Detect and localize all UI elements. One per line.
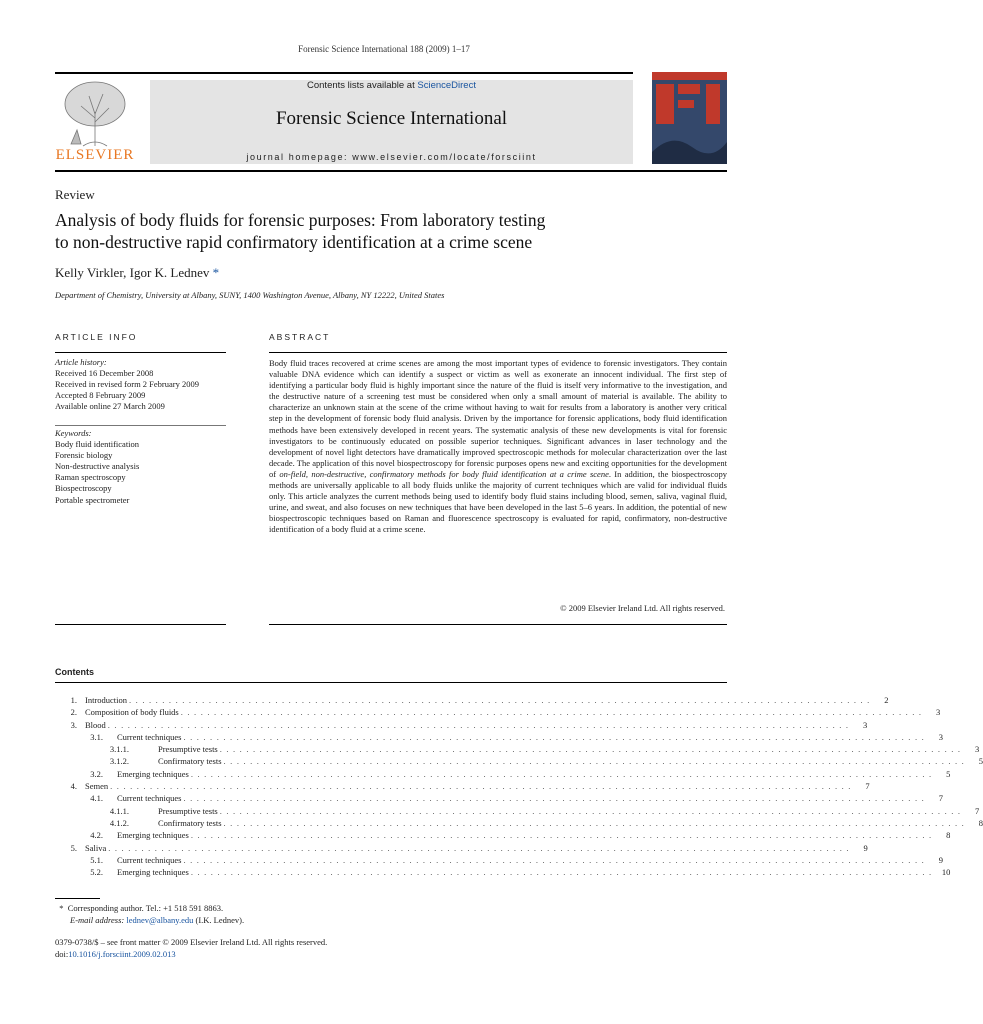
journal-banner (150, 80, 633, 164)
toc-page: 7 (974, 805, 980, 816)
toc-leader-dots: . . . . . . . . . . . . . . . . . . . . . . . . . . . . . . . . . . . . . . . . . . . . . . . . . . . . . . . . . . . . . . . . . . . . . . . . . . . . . . . . . . . . . . . . . . . . . . . . . . . . . . . . . . . . . . . . (223, 817, 965, 828)
history-item: Received in revised form 2 February 2009 (55, 379, 199, 390)
toc-leader-dots: . . . . . . . . . . . . . . . . . . . . . . . . . . . . . . . . . . . . . . . . . . . . . . . . . . . . . . . . . . . . . . . . . . . . . . . . . . . . . . . . . . . . . . . . . . . . . . . . . . . . . . . . . . . . . . . . (108, 842, 850, 853)
abstract-copyright: © 2009 Elsevier Ireland Ltd. All rights reserved. (560, 603, 725, 613)
toc-row[interactable] (55, 854, 943, 866)
toc-leader-dots: . . . . . . . . . . . . . . . . . . . . . . . . . . . . . . . . . . . . . . . . . . . . . . . . . . . . . . . . . . . . . . . . . . . . . . . . . . . . . . . . . . . . . . . . . . . . . . . . . . . . . . . . . . . . . . . . (183, 731, 925, 742)
keyword-item: Forensic biology (55, 450, 113, 461)
toc-label: Saliva (85, 842, 107, 853)
toc-number: 4.1.2. (109, 817, 129, 828)
toc-row[interactable] (55, 755, 983, 767)
elsevier-tree-icon (55, 78, 135, 148)
toc-row[interactable] (55, 792, 943, 804)
article-title-line-1: Analysis of body fluids for forensic purposes: From laboratory testing (55, 210, 546, 230)
toc-page: 7 (865, 781, 870, 792)
toc-number: 5. (70, 842, 77, 853)
keyword-item: Non-destructive analysis (55, 461, 140, 472)
toc-label: Emerging techniques (117, 830, 189, 841)
bottom-info (55, 936, 327, 960)
keyword-item: Portable spectrometer (55, 494, 130, 505)
toc-page: 3 (974, 744, 980, 755)
contents-heading: Contents (55, 667, 94, 677)
toc-row[interactable] (55, 817, 983, 829)
article-history (55, 357, 226, 412)
toc-leader-dots: . . . . . . . . . . . . . . . . . . . . . . . . . . . . . . . . . . . . . . . . . . . . . . . . . . . . . . . . . . . . . . . . . . . . . . . . . . . . . . . . . . . . . . . . . . . . . . . . . . . . . . . . . . . . . . . . (219, 744, 962, 755)
toc-row[interactable] (55, 842, 868, 854)
email-label: E-mail address: (70, 915, 127, 925)
abstract-bottom-rule (269, 624, 727, 625)
email-suffix: (I.K. Lednev). (193, 915, 245, 925)
toc-label: Current techniques (117, 731, 182, 742)
affiliation: Department of Chemistry, University at Albany, SUNY, 1400 Washington Avenue, Albany, NY 12222, United States (55, 290, 445, 300)
toc-row[interactable] (55, 719, 868, 731)
toc-label: Confirmatory tests (158, 756, 222, 767)
abstract-heading: ABSTRACT (269, 332, 331, 342)
footnote-corresponding: Corresponding author. Tel.: +1 518 591 8863. (67, 903, 224, 913)
email-link[interactable]: lednev@albany.edu (126, 915, 194, 925)
contents-rule (55, 682, 727, 683)
publisher-name: ELSEVIER (55, 147, 135, 163)
header-rule-bottom (55, 170, 727, 172)
article-info-bottom-rule (55, 624, 226, 625)
toc-number: 3.1.2. (109, 756, 129, 767)
keyword-item: Body fluid identification (55, 439, 140, 450)
footnote-mark: * (59, 903, 64, 913)
running-header: Forensic Science International 188 (2009) 1–17 (298, 44, 470, 54)
article-info-heading: ARTICLE INFO (55, 332, 138, 342)
toc-page: 2 (884, 695, 889, 705)
toc-label: Current techniques (117, 854, 182, 865)
toc-page: 7 (938, 793, 943, 804)
toc-label: Confirmatory tests (158, 817, 222, 828)
toc-row[interactable] (55, 706, 941, 718)
article-info-rule (55, 352, 226, 353)
toc-page: 3 (938, 731, 943, 742)
toc-number: 3.1.1. (109, 744, 129, 755)
doi-link[interactable]: 10.1016/j.forsciint.2009.02.013 (68, 949, 176, 959)
toc-number: 4.2. (90, 830, 103, 841)
homepage-label: journal homepage: (246, 152, 353, 162)
contents-available-line (150, 80, 633, 91)
toc-leader-dots: . . . . . . . . . . . . . . . . . . . . . . . . . . . . . . . . . . . . . . . . . . . . . . . . . . . . . . . . . . . . . . . . . . . . . . . . . . . . . . . . . . . . . . . . . . . . . . . . . . . . . . . . . . . . . . . . (190, 867, 933, 878)
toc-leader-dots: . . . . . . . . . . . . . . . . . . . . . . . . . . . . . . . . . . . . . . . . . . . . . . . . . . . . . . . . . . . . . . . . . . . . . . . . . . . . . . . . . . . . . . . . . . . . . . . . . . . . . . . . . . . . . . . . (180, 707, 923, 718)
corresponding-author-mark[interactable]: * (209, 265, 220, 280)
history-item: Accepted 8 February 2009 (55, 390, 146, 401)
keywords-label: Keywords: (55, 428, 92, 438)
toc-number: 4.1. (90, 793, 103, 804)
history-item: Available online 27 March 2009 (55, 401, 165, 412)
toc-page: 8 (946, 830, 951, 841)
keyword-item: Raman spectroscopy (55, 472, 126, 483)
article-history-label: Article history: (55, 357, 107, 367)
toc-page: 3 (863, 719, 868, 730)
toc-number: 3. (70, 719, 77, 730)
toc-label: Blood (85, 719, 106, 730)
toc-leader-dots: . . . . . . . . . . . . . . . . . . . . . . . . . . . . . . . . . . . . . . . . . . . . . . . . . . . . . . . . . . . . . . . . . . . . . . . . . . . . . . . . . . . . . . . . . . . . . . . . . . . . . . . . . . . . . . . . (219, 805, 962, 816)
journal-title: Forensic Science International (275, 108, 508, 129)
toc-leader-dots: . . . . . . . . . . . . . . . . . . . . . . . . . . . . . . . . . . . . . . . . . . . . . . . . . . . . . . . . . . . . . . . . . . . . . . . . . . . . . . . . . . . . . . . . . . . . . . . . . . . . . . . . . . . . . . . . (107, 719, 850, 730)
history-item: Received 16 December 2008 (55, 368, 154, 379)
toc-number: 4.1.1. (109, 805, 129, 816)
toc-page: 3 (935, 707, 941, 718)
doi-line (55, 948, 327, 960)
toc-leader-dots: . . . . . . . . . . . . . . . . . . . . . . . . . . . . . . . . . . . . . . . . . . . . . . . . . . . . . . . . . . . . . . . . . . . . . . . . . . . . . . . . . . . . . . . . . . . . . . . . . . . . . . . . . . . . . . . . (110, 781, 852, 792)
toc-row[interactable] (55, 743, 980, 755)
toc-label: Presumptive tests (158, 805, 218, 816)
journal-homepage (150, 152, 633, 162)
toc-row[interactable] (55, 829, 951, 841)
toc-row[interactable] (55, 805, 980, 817)
elsevier-logo (55, 78, 135, 164)
toc-leader-dots: . . . . . . . . . . . . . . . . . . . . . . . . . . . . . . . . . . . . . . . . . . . . . . . . . . . . . . . . . . . . . . . . . . . . . . . . . . . . . . . . . . . . . . . . . . . . . . . . . . . . . . . . . . . . . . . . (183, 854, 925, 865)
author-names: Kelly Virkler, Igor K. Lednev (55, 265, 210, 280)
abstract-part-1: Body fluid traces recovered at crime scenes are among the most important types of evidence to forensic investigators. They contain valuable DNA evidence which can identify a suspect or victim as well as exonerate an innocent individual. The first step of identifying a particular body fluid is highly important since the nature of the fluid is itself very informative to the investigation, and the destructive nature of a screening test must be considered when only a small amount of material is available. The ability to characterize an unknown stain at the scene of the crime without having to wait for results from a laboratory is another very critical step in the development of forensic body fluid analysis. Driven by the importance for forensic applications, body fluid identification methods have been extensively developed in recent years. The systematic analysis of these new developments is vital for forensic investigators to be continuously educated on possible superior techniques. Significant advances in laser technology and the development of novel light detectors have dramatically improved spectroscopic methods for molecular characterization over the last decade. The application of this novel biospectroscopy for forensic purposes opens new and exciting opportunities for the development of (269, 358, 727, 479)
toc-label: Emerging techniques (117, 768, 189, 779)
toc-page: 9 (863, 842, 868, 853)
toc-leader-dots: . . . . . . . . . . . . . . . . . . . . . . . . . . . . . . . . . . . . . . . . . . . . . . . . . . . . . . . . . . . . . . . . . . . . . . . . . . . . . . . . . . . . . . . . . . . . . . . . . . . . . . . . . . . . . . . . (223, 756, 965, 767)
keyword-item: Biospectroscopy (55, 483, 112, 494)
homepage-link[interactable]: www.elsevier.com/locate/forsciint (352, 152, 537, 162)
toc-page: 10 (941, 867, 951, 878)
doi-prefix: doi: (55, 949, 69, 959)
toc-number: 1. (70, 695, 77, 705)
footnote-rule (55, 898, 100, 899)
footnote (55, 902, 244, 926)
article-info-separator (55, 425, 226, 426)
toc-page: 5 (946, 768, 951, 779)
contents-available-text: Contents lists available at (307, 80, 418, 91)
header-rule-top (55, 72, 633, 74)
authors (55, 265, 219, 281)
toc-leader-dots: . . . . . . . . . . . . . . . . . . . . . . . . . . . . . . . . . . . . . . . . . . . . . . . . . . . . . . . . . . . . . . . . . . . . . . . . . . . . . . . . . . . . . . . . . . . . . . . . . . . . . . . . . . . . . . . . (190, 768, 933, 779)
toc-label: Composition of body fluids (85, 707, 179, 718)
toc-number: 4. (70, 781, 77, 792)
toc-label: Emerging techniques (117, 867, 189, 878)
article-title (55, 209, 695, 253)
journal-cover-image (652, 72, 727, 164)
toc-page: 5 (978, 756, 983, 767)
keywords (55, 428, 226, 506)
toc-page: 9 (938, 854, 943, 865)
abstract-rule (269, 352, 727, 353)
toc-number: 3.2. (90, 768, 103, 779)
toc-number: 2. (70, 707, 77, 718)
toc-leader-dots: . . . . . . . . . . . . . . . . . . . . . . . . . . . . . . . . . . . . . . . . . . . . . . . . . . . . . . . . . . . . . . . . . . . . . . . . . . . . . . . . . . . . . . . . . . . . . . . . . . . . . . . . . . . . . . . . (183, 793, 925, 804)
abstract-emphasis: on-field, non-destructive, confirmatory methods for body fluid identification at a crime scene (279, 468, 609, 479)
toc-row[interactable] (55, 731, 943, 743)
toc-label: Semen (85, 781, 109, 792)
cover-art-icon (652, 72, 727, 164)
abstract-text (269, 358, 727, 536)
toc-number: 5.1. (90, 854, 103, 865)
abstract-part-2: . In addition, the biospectroscopy methods are universally applicable to all body fluids unlike the majority of current techniques which are valid for individual fluids only. This article analyzes the current methods being used to identify body fluid stains including blood, semen, saliva, vaginal fluid, urine, and sweat, and also focuses on new techniques that have been developed in the last 5–6 years. In addition, the potential of new biospectroscopic techniques based on Raman and fluorescence spectroscopy is evaluated for rapid, confirmatory, non-destructive identification of a body fluid at a crime scene. (269, 468, 727, 535)
toc-label: Presumptive tests (158, 744, 218, 755)
toc-leader-dots: . . . . . . . . . . . . . . . . . . . . . . . . . . . . . . . . . . . . . . . . . . . . . . . . . . . . . . . . . . . . . . . . . . . . . . . . . . . . . . . . . . . . . . . . . . . . . . . . . . . . . . . . . . . . . . . . (129, 695, 871, 705)
toc-number: 3.1. (90, 731, 103, 742)
toc-row[interactable] (55, 768, 951, 780)
footnote-line-1 (55, 902, 244, 914)
article-title-line-2: to non-destructive rapid confirmatory identification at a crime scene (55, 232, 533, 252)
toc-label: Current techniques (117, 793, 182, 804)
toc-number: 5.2. (90, 867, 103, 878)
article-type: Review (55, 187, 95, 202)
toc-label: Introduction (85, 695, 128, 705)
issn-line: 0379-0738/$ – see front matter © 2009 Elsevier Ireland Ltd. All rights reserved. (55, 937, 328, 947)
sciencedirect-link[interactable]: ScienceDirect (417, 80, 476, 91)
toc-leader-dots: . . . . . . . . . . . . . . . . . . . . . . . . . . . . . . . . . . . . . . . . . . . . . . . . . . . . . . . . . . . . . . . . . . . . . . . . . . . . . . . . . . . . . . . . . . . . . . . . . . . . . . . . . . . . . . . . (190, 830, 933, 841)
toc-page: 8 (978, 817, 983, 828)
toc-row[interactable] (55, 866, 951, 878)
table-of-contents (55, 694, 983, 878)
footnote-line-2 (55, 914, 244, 926)
toc-row[interactable] (55, 780, 870, 792)
toc-row[interactable] (55, 694, 889, 706)
